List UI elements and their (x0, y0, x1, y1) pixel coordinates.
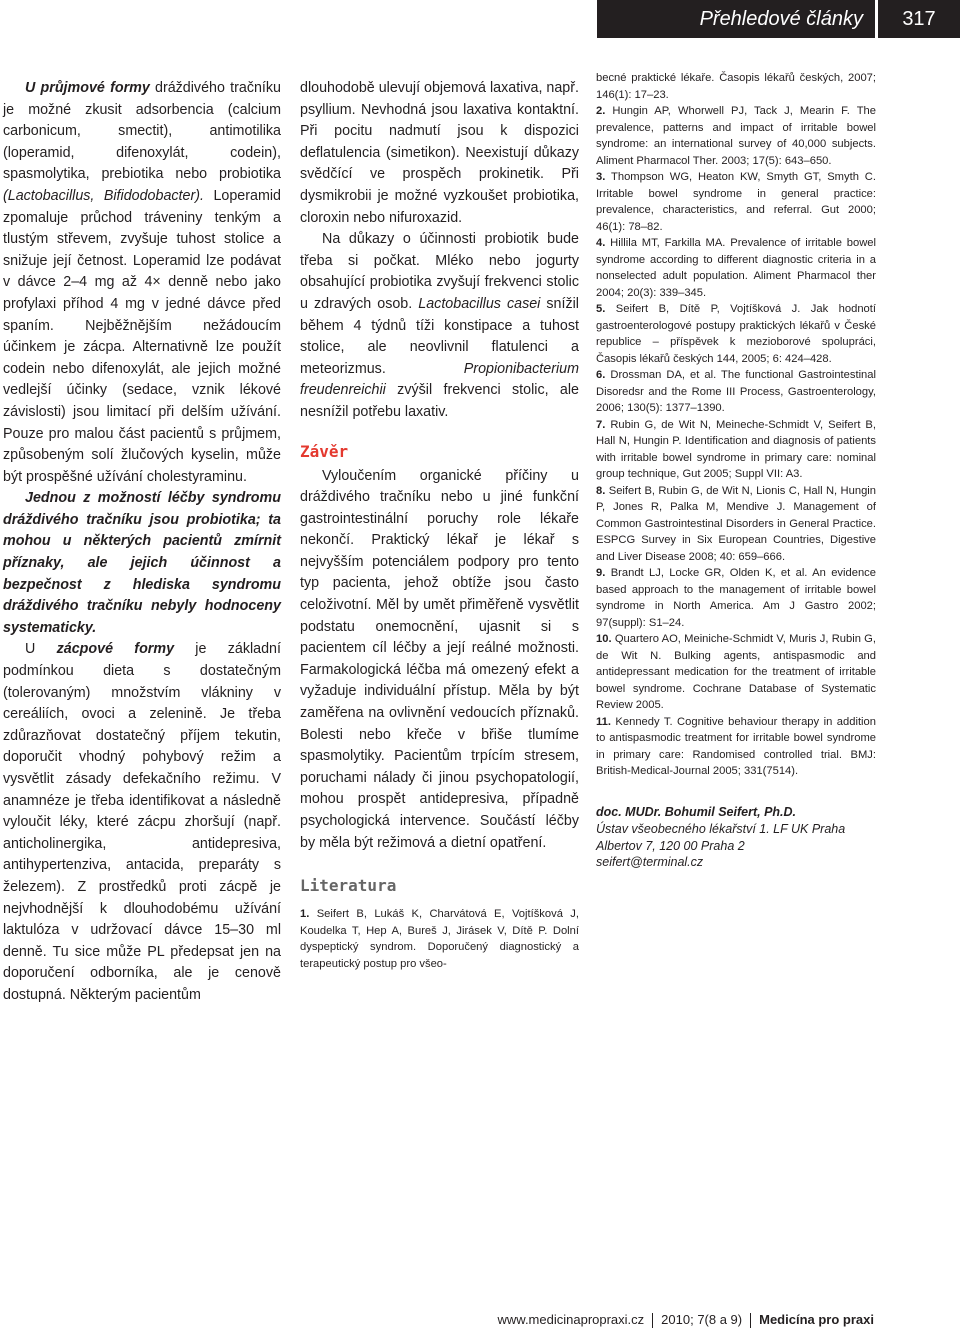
text-run: U (25, 641, 57, 658)
reference-item (596, 235, 876, 301)
reference-text: Quartero AO, Meiniche-Schmidt V, Muris J, Rubin G, de Wit N. Bulking agents, antispasmodic and antidepressant medication for the treatment of irritable bowel syndrome. Cochrane Database of Systematic Review 2005. (596, 633, 876, 711)
footer-url[interactable]: www.medicinapropraxi.cz (497, 1312, 645, 1327)
reference-continuation: becné praktické lékaře. Časopis lékařů českých, 2007; 146(1): 17–23. (596, 72, 876, 101)
reference-text: Drossman DA, et al. The functional Gastrointestinal Disoredsr and the Rome III Process, Gastroenterology, 2006; 130(5): 1377–1390. (596, 369, 876, 414)
reference-number: 5. (596, 303, 606, 315)
footer-issue: 2010; 7(8 a 9) (661, 1312, 743, 1327)
paragraph (3, 78, 281, 488)
reference-column (596, 70, 876, 780)
paragraph (3, 639, 281, 1006)
footer-divider (750, 1313, 751, 1328)
text-run: Vyloučením organické příčiny u dráždivého tračníku nebo u jiné funkční gastrointestinální poruchy role lékaře nekončí. Praktický lékař je lékař s nejvyšším potenciálem podpory pro tento typ pacienta, jehož obtíže jsou často celoživotní. Měl by umět přiměřeně vysvětlit podstatu onemocnění, ujasnit si s pacientem cíl léčby a její reálné možnosti. Farmakologická léčba má omezený efekt a vyžaduje individuální přístup. Měla by být zaměřena na ovlivnění vedoucích příznaků. Bolesti nebo křeče v břiše tlumíme spasmolytiky. Pacientům trpícím stresem, poruchami nálady či jinou psychopatologií, mohou prospět antidepresiva, případně psychologická intervence. Součástí léčby by měla být režimová a dietní opatření. (300, 467, 579, 851)
reference-text: Kennedy T. Cognitive behaviour therapy in addition to antispasmodic treatment for irritable bowel syndrome in primary care: Randomised controlled trial. BMJ: British-Medical-Journal 2005; 331(7514). (596, 715, 876, 777)
reference-item (596, 169, 876, 235)
page-header (597, 0, 960, 38)
reference-text: Seifert B, Dítě P, Vojtíšková J. Jak hodnotí gastroenterologové postupy praktických lékařů v České republice – příspěvek k mezioborové spolupráci, Časopis lékařů českých 144, 2005; 6: 424–428. (596, 303, 876, 365)
reference-item (596, 301, 876, 367)
author-name: doc. MUDr. Bohumil Seifert, Ph.D. (596, 805, 797, 819)
reference-item (596, 714, 876, 780)
term-diarrhea-form: U průjmové formy (25, 80, 150, 96)
paragraph (300, 229, 579, 423)
term-constipation-form: zácpové formy (56, 641, 175, 658)
reference-number: 3. (596, 171, 606, 183)
reference-number: 9. (596, 567, 606, 579)
reference-text: Hillila MT, Farkilla MA. Prevalence of irritable bowel syndrome according to different diagnostic criteria in a nonselected adult population. Aliment Pharmacol ther 2004; 20(3): 339–345. (596, 237, 876, 299)
page-number: 317 (878, 0, 960, 38)
italic-run: Propionibacterium freudenreichii (300, 360, 579, 399)
italic-run: (Lactobacillus, Bifidodobacter). (3, 187, 204, 204)
section-title: Přehledové články (597, 0, 875, 38)
reference-item (596, 565, 876, 631)
reference-item (596, 367, 876, 417)
reference-item (300, 906, 579, 972)
reference-number: 7. (596, 418, 606, 431)
highlight-paragraph (3, 488, 281, 639)
reference-number: 10. (596, 633, 612, 645)
reference-text: Seifert B, Lukáš K, Charvátová E, Vojtíšková J, Koudelka T, Hep A, Bureš J, Jirásek V, Dítě P. Dolní dyspeptický syndrom. Doporučený diagnostický a terapeutický postup pro všeo- (300, 908, 579, 970)
author-address: Albertov 7, 120 00 Praha 2 (596, 838, 745, 853)
reference-text: Hungin AP, Whorwell PJ, Tack J, Mearin F. The prevalence, patterns and impact of irritable bowel syndrome: an international survey of 40,000 subjects. Aliment Pharmacol Ther. 2003; 17(5): 643–650. (596, 105, 876, 167)
text-run: Na důkazy o účinnosti probiotik bude třeba si počkat. Mléko nebo jogurty obsahující probiotika zvyšují frekvenci stolic u zdravých osob. (300, 231, 579, 312)
text-run: zvýšil frekvenci stolic, ale nesnížil potřebu laxativ. (300, 382, 579, 420)
conclusion-heading: Závěr (300, 441, 349, 461)
reference-list (300, 906, 579, 972)
author-contact (596, 804, 876, 871)
italic-run: Lactobacillus casei (418, 295, 541, 312)
author-affiliation: Ústav všeobecného lékařství 1. LF UK Praha (596, 821, 846, 836)
reference-number: 2. (596, 105, 606, 117)
reference-text: Brandt LJ, Locke GR, Olden K, et al. An evidence based approach to the management of irritable bowel syndrome in North America. Am J Gastro 2002; 97(suppl): S1–24. (596, 567, 876, 629)
text-column-1 (3, 78, 281, 1007)
text-run: snížil během 4 týdnů tíži konstipace a tuhost stolice, ale neovlivnil flatulenci a meteorizmus. (300, 295, 579, 377)
text-run: je základní podmínkou dieta s dostatečným (tolerovaným) množstvím vlákniny v cereáliích, ovoci a zelenině. Je třeba zdůrazňovat dostatečný příjem tekutin, doporučit vhodný pohybový režim a vysvětlit zásady defekačního režimu. V anamnéze je třeba identifikovat a následně vyloučit léky, které zácpu zhoršují (např. anticholinergika, antidepresiva, antihypertenziva, antacida, preparáty s železem). Z prostředků proti zácpě je nejvhodnější k dlouhodobému užívání laktulóza v udržovací dávce 15–30 ml denně. Tu sice může PL předepsat jen na doporučení odborníka, ale je cenově dostupná. Některým pacientům (3, 641, 281, 1003)
author-email[interactable]: seifert@terminal.cz (596, 855, 704, 870)
footer-divider (652, 1313, 653, 1328)
reference-number: 4. (596, 237, 606, 249)
reference-item (596, 103, 876, 169)
reference-text: Thompson WG, Heaton KW, Smyth GT, Smyth C. Irritable bowel syndrome in general practice: prevalence, characteristics, and referral. Gut 2000; 46(1): 78–82. (596, 171, 876, 233)
reference-text: Rubin G, de Wit N, Meineche-Schmidt V, Seifert B, Hall N, Hungin P. Identification and diagnosis of patients with irritable bowel syndrome in primary care: nominal group technique, Gut 2005; Suppl VII: A3. (596, 418, 876, 480)
reference-number: 11. (596, 715, 611, 728)
reference-item (596, 417, 876, 483)
paragraph (300, 466, 579, 855)
page-footer (498, 1311, 875, 1329)
text-column-2 (300, 78, 579, 972)
reference-item (596, 631, 876, 714)
reference-number: 6. (596, 369, 606, 381)
reference-item (596, 483, 876, 566)
literature-heading: Literatura (300, 876, 397, 896)
text-run: dlouhodobě ulevují objemová laxativa, např. psyllium. Nevhodná jsou laxativa kontaktní. Při pocitu nadmutí jsou k dispozici deflatulencia (simetikon). Neexistují důkazy svědčící ve prospěch prokinetik. Při dysmikrobii je možné vyzkoušet probiotika, cloroxin nebo nifuroxazid. (300, 80, 579, 226)
reference-number: 1. (300, 908, 310, 921)
reference-text: Seifert B, Rubin G, de Wit N, Lionis C, Hall N, Hungin P, Jones R, Palka M, Mendive J. Management of Common Gastrointestinal Disorders in General Practice. ESPCG Survey in Six European Countries, Digestive and Liver Disease 2008; 40: 659–666. (596, 484, 876, 563)
text-run: dráždivého tračníku je možné zkusit adsorbencia (calcium carbonicum, smectit), antimotilika (loperamid, difenoxylát, codein), spasmolytika, prebiotika nebo probiotika (3, 80, 281, 183)
reference-number: 8. (596, 484, 606, 497)
footer-journal: Medicína pro praxi (759, 1312, 874, 1327)
paragraph (300, 78, 579, 229)
key-statement: Jednou z možností léčby syndromu dráždivého tračníku jsou probiotika; ta mohou u některých pacientů zmírnit příznaky, ale jejich účinnost a bezpečnost z hlediska syndromu dráždivého tračníku nebyly hodnoceny systematicky. (3, 490, 281, 636)
text-run: Loperamid zpomaluje průchod tráveniny tenkým a tlustým střevem, zvyšuje tuhost stolice a snižuje její četnost. Loperamid lze podávat v dávce 2–4 mg až 4× denně nebo jako profylaxi příhod 4 mg v jedné dávce před spaním. Nejběžnějším nežádoucím účinkem je zácpa. Alternativně lze použít codein nebo difenoxylát, ale jejich možné vedlejší účinky (sedace, vznik lékové závislosti) jsou limitací při delším užívání. Pouze pro malou část pacientů s průjmem, způsobeným solí žlučových kyselin, může být prospěšné užívání cholestyraminu. (3, 187, 281, 485)
